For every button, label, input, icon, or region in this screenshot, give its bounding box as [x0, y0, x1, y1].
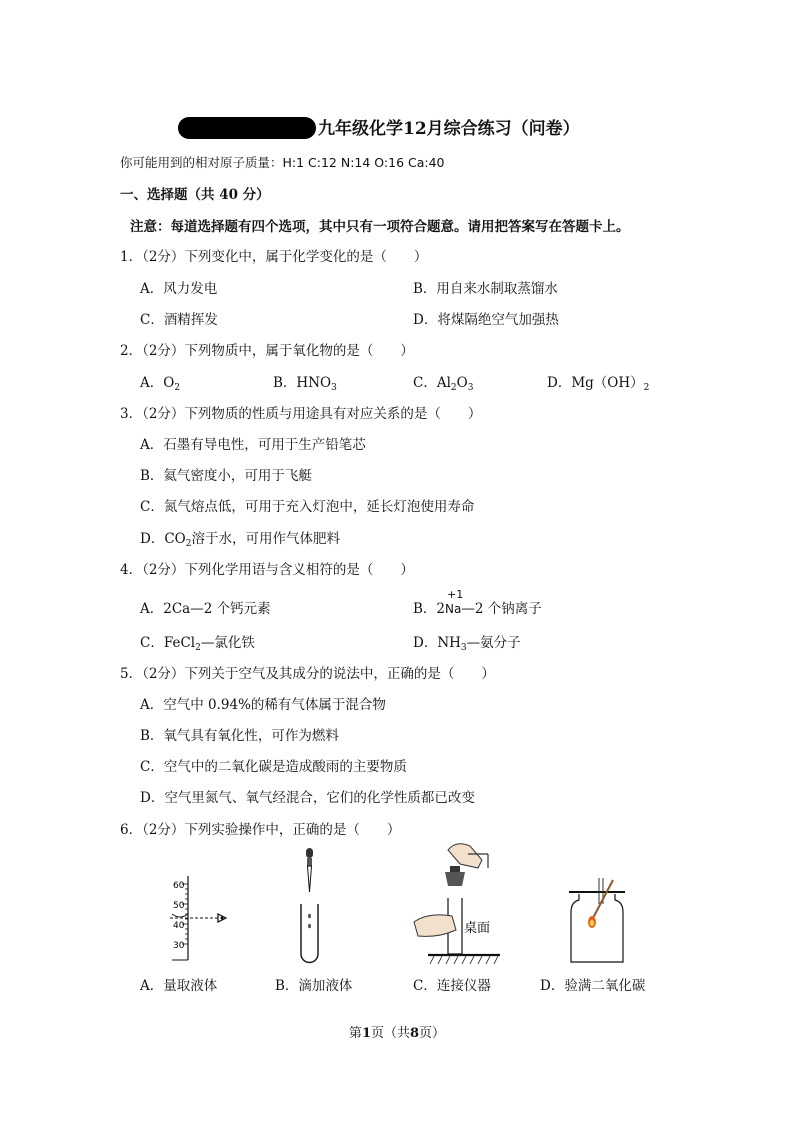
q2-option-d: D．$Mg(OH)_2$: [547, 375, 650, 393]
hand-bottom: [414, 915, 456, 937]
cylinder-tick-label: 40: [173, 921, 185, 931]
q1-option-c: C．酒精挥发: [140, 312, 218, 328]
q6-option-d: D．验满二氧化碳: [540, 978, 646, 994]
q3-option-a: A．石墨有导电性，可用于生产铅笔芯: [140, 437, 366, 453]
cylinder-tick-label: 30: [173, 941, 185, 951]
atomic-masses: 你可能用到的相对原子质量：H:1 C:12 N:14 O:16 Ca:40: [120, 155, 445, 170]
figure-connect-apparatus: [408, 838, 508, 970]
q6-option-a: A．量取液体: [140, 978, 218, 994]
section-heading: 一、选择题（共 40 分）: [120, 187, 270, 203]
q4-option-d: D．$NH_3—$氨分子: [413, 635, 521, 653]
gas-bottle: [571, 894, 623, 962]
dropper-tube: [308, 866, 312, 892]
q1-stem: 1．（2分）下列变化中，属于化学变化的是（ ）: [120, 249, 428, 265]
cylinder-tick-label: 50: [173, 901, 185, 911]
rubber-stopper: [445, 872, 465, 886]
test-tube: [301, 904, 318, 963]
figure-drop-liquid: [290, 846, 330, 966]
q4-stem: 4．（2分）下列化学用语与含义相符的是（ ）: [120, 562, 414, 578]
q1-option-b: B．用自来水制取蒸馏水: [413, 281, 558, 297]
hand-top: [448, 844, 482, 868]
liquid-meniscus: [172, 914, 188, 917]
redacted-school-name: [178, 117, 316, 139]
page-footer: 第1页（共8页）: [348, 1026, 446, 1041]
cylinder-tick-label: 60: [173, 881, 185, 891]
q3-stem: 3．（2分）下列物质的性质与用途具有对应关系的是（ ）: [120, 406, 482, 422]
q5-option-a: A．空气中 0.94%的稀有气体属于混合物: [140, 697, 386, 713]
sodium-valence-symbol: +1 Na: [445, 588, 464, 616]
figure-measure-liquid: [160, 872, 240, 962]
q2-option-c: C．$Al_2O_3$: [413, 375, 474, 393]
q3-option-b: B．氦气密度小，可用于飞艇: [140, 468, 312, 484]
dropper-bulb: [306, 848, 313, 858]
q1-option-d: D．将煤隔绝空气加强热: [413, 312, 559, 328]
q5-stem: 5．（2分）下列关于空气及其成分的说法中，正确的是（ ）: [120, 666, 495, 682]
figure-check-co2: [565, 878, 635, 968]
q4-option-c: C．FeCl$_2$—氯化铁: [140, 635, 255, 653]
page-title: 九年级化学12月综合练习（问卷）: [178, 117, 580, 139]
q6-option-b: B．滴加液体: [275, 978, 353, 994]
q5-option-b: B．氧气具有氧化性，可作为燃料: [140, 728, 339, 744]
q3-option-d: D．$CO_2$溶于水，可用作气体肥料: [140, 531, 340, 549]
desk-hatch: [430, 956, 498, 964]
q5-option-c: C．空气中的二氧化碳是造成酸雨的主要物质: [140, 759, 407, 775]
section-note: 注意：每道选择题有四个选项，其中只有一项符合题意。请用把答案写在答题卡上。: [130, 219, 630, 235]
q3-option-c: C．氮气熔点低，可用于充入灯泡中，延长灯泡使用寿命: [140, 499, 475, 515]
q6-option-c: C．连接仪器: [413, 978, 491, 994]
desk-label: 桌面: [464, 921, 491, 936]
q1-option-a: A．风力发电: [140, 281, 218, 297]
q2-option-a: A．$O_2$: [140, 375, 181, 393]
q2-stem: 2．（2分）下列物质中，属于氧化物的是（ ）: [120, 343, 414, 359]
q4-option-a: A．2Ca—2 个钙元素: [140, 601, 271, 617]
q5-option-d: D．空气里氮气、氧气经混合，它们的化学性质都已改变: [140, 790, 475, 806]
q2-option-b: B．$HNO_3$: [273, 375, 337, 393]
q4-option-b: B．2 +1 Na—2 个钠离子: [413, 588, 542, 617]
q6-stem: 6．（2分）下列实验操作中，正确的是（ ）: [120, 822, 401, 838]
